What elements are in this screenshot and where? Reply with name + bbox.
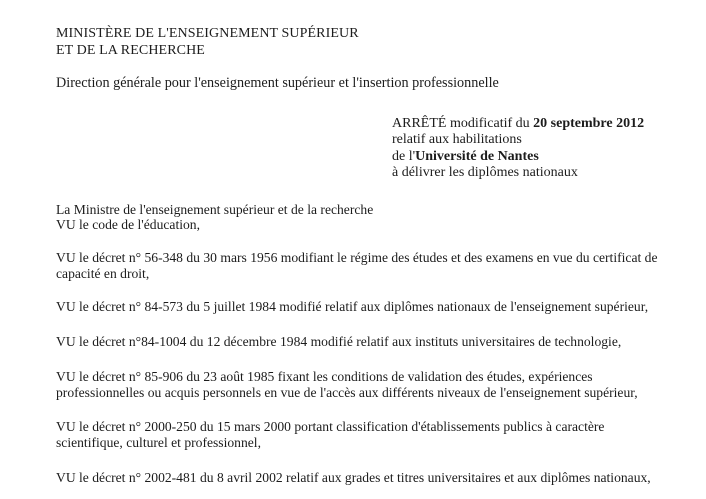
ministry-name-line1: MINISTÈRE DE L'ENSEIGNEMENT SUPÉRIEUR <box>56 26 359 41</box>
vu-decree-1985-line2: professionnelles ou acquis personnels en vue de l'accès aux différents niveaux de l'enseignement supérieur, <box>56 385 638 400</box>
minister-line: La Ministre de l'enseignement supérieur et de la recherche <box>56 202 374 217</box>
vu-decree-2000-line2: scientifique, culturel et professionnel, <box>56 435 261 450</box>
vu-decree-2002: VU le décret n° 2002-481 du 8 avril 2002 relatif aux grades et titres universitaires et aux diplômes nationaux, <box>56 470 651 485</box>
vu-decree-1984-573: VU le décret n° 84-573 du 5 juillet 1984 modifié relatif aux diplômes nationaux de l'enseignement supérieur, <box>56 299 649 314</box>
ministry-name-line2: ET DE LA RECHERCHE <box>56 43 205 58</box>
direction-name: Direction générale pour l'enseignement supérieur et l'insertion professionnelle <box>56 75 499 91</box>
vu-code-education: VU le code de l'éducation, <box>56 217 200 232</box>
decree-title-mid: modificatif du <box>446 116 534 131</box>
vu-decree-1956-line1: VU le décret n° 56-348 du 30 mars 1956 modifiant le régime des études et des examens en vue du certificat de <box>56 250 658 265</box>
vu-decree-2000-line1: VU le décret n° 2000-250 du 15 mars 2000 portant classification d'établissements publics à caractère <box>56 419 605 434</box>
vu-decree-1985-line1: VU le décret n° 85-906 du 23 août 1985 fixant les conditions de validation des études, expériences <box>56 369 593 384</box>
vu-decree-1956-line2: capacité en droit, <box>56 266 150 281</box>
decree-purpose: à délivrer les diplômes nationaux <box>392 165 578 180</box>
university-prefix: de l' <box>392 149 416 164</box>
university-name: Université de Nantes <box>415 149 539 164</box>
decree-university <box>392 149 539 164</box>
decree-title <box>392 116 644 131</box>
decree-date: 20 septembre 2012 <box>533 116 645 131</box>
vu-decree-1984-1004: VU le décret n°84-1004 du 12 décembre 1984 modifié relatif aux instituts universitaires de technologie, <box>56 334 622 349</box>
decree-subject: relatif aux habilitations <box>392 132 522 147</box>
decree-kind: ARRÊTÉ <box>392 116 447 131</box>
